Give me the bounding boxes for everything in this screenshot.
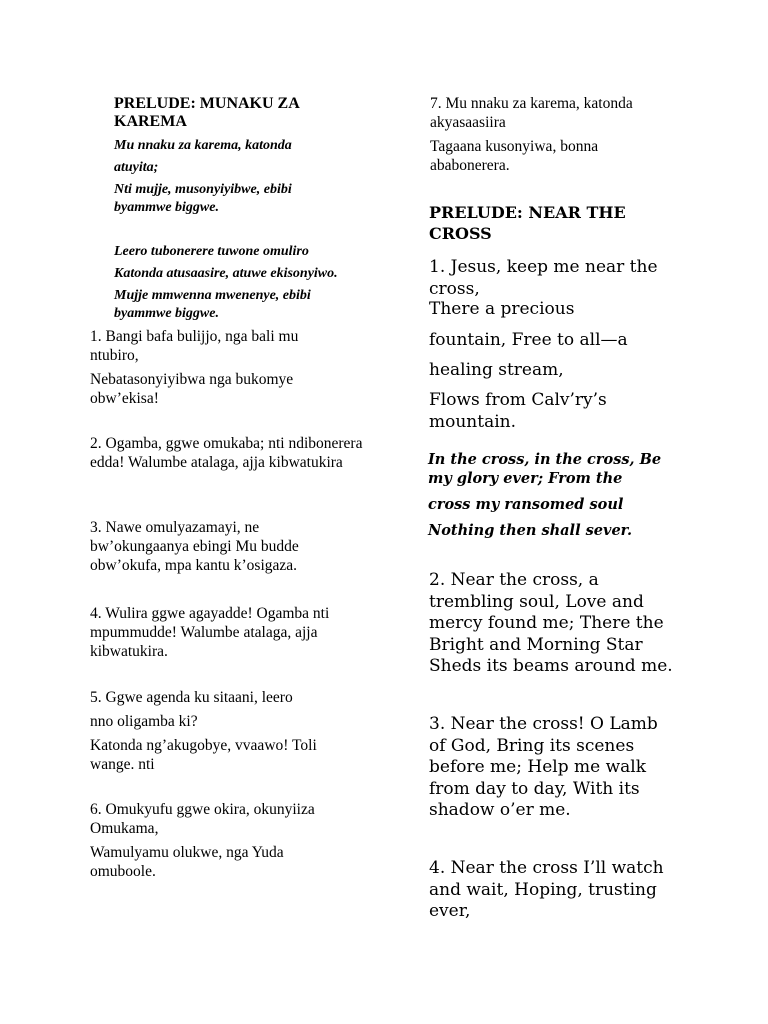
verse-7-line: 7. Mu nnaku za karema, katonda akyasaasiira xyxy=(430,95,633,131)
hymn-verse-1-line: fountain, Free to all—a xyxy=(429,330,628,350)
verse-1-line: Nebatasonyiyibwa nga bukomye obw’ekisa! xyxy=(90,371,294,407)
hymn-verse-1-line: 1. Jesus, keep me near the cross, xyxy=(429,257,658,299)
verse-3: 3. Nawe omulyazamayi, ne bw’okungaanya ebingi Mu budde obw’okufa, mpa kantu k’osigaza. xyxy=(90,519,299,574)
verse-5-line: nno oligamba ki? xyxy=(90,713,198,730)
prelude-line: Katonda atusaasire, atuwe ekisonyiwo. xyxy=(114,266,338,281)
hymn-chorus-line: In the cross, in the cross, Be my glory ever; From the xyxy=(428,451,662,487)
verse-4: 4. Wulira ggwe agayadde! Ogamba nti mpummudde! Walumbe atalaga, ajja kibwatukira. xyxy=(90,605,330,660)
verse-1-line: 1. Bangi bafa bulijjo, nga bali mu ntubiro, xyxy=(90,328,299,364)
hymn-verse-3: 3. Near the cross! O Lamb of God, Bring its scenes before me; Help me walk from day to day, With its shadow o’er me. xyxy=(429,714,658,820)
hymn-verse-4: 4. Near the cross I’ll watch and wait, Hoping, trusting ever, xyxy=(429,858,664,921)
prelude-line: Mu nnaku za karema, katonda xyxy=(114,138,292,153)
hymn-chorus-line: cross my ransomed soul xyxy=(428,496,624,513)
prelude-line: atuyita; xyxy=(114,160,159,175)
verse-6-line: 6. Omukyufu ggwe okira, okunyiiza Omukama, xyxy=(90,801,315,837)
verse-6-line: Wamulyamu olukwe, nga Yuda omuboole. xyxy=(90,844,284,880)
hymn-verse-1-line: healing stream, xyxy=(429,360,564,380)
hymn-verse-1-line: There a precious xyxy=(429,299,575,319)
verse-5-line: 5. Ggwe agenda ku sitaani, leero xyxy=(90,689,293,706)
prelude-title-english: PRELUDE: NEAR THE CROSS xyxy=(429,203,626,243)
prelude-line: Nti mujje, musonyiyibwe, ebibi byammwe biggwe. xyxy=(114,182,292,215)
prelude-line: Leero tubonerere tuwone omuliro xyxy=(114,244,309,259)
verse-5-line: Katonda ng’akugobye, vvaawo! Toli wange. nti xyxy=(90,737,317,773)
verse-7-line: Tagaana kusonyiwa, bonna ababonerera. xyxy=(430,138,599,174)
hymn-chorus-line: Nothing then shall sever. xyxy=(428,522,633,539)
hymn-verse-1-line: Flows from Calv’ry’s mountain. xyxy=(429,390,607,432)
prelude-line: Mujje mmwenna mwenenye, ebibi byammwe biggwe. xyxy=(114,288,311,321)
hymn-verse-2: 2. Near the cross, a trembling soul, Love and mercy found me; There the Bright and Morning Star Sheds its beams around me. xyxy=(429,570,673,676)
prelude-title-luganda: PRELUDE: MUNAKU ZA KAREMA xyxy=(114,95,299,130)
verse-2: 2. Ogamba, ggwe omukaba; nti ndibonerera edda! Walumbe atalaga, ajja kibwatukira xyxy=(90,435,363,471)
